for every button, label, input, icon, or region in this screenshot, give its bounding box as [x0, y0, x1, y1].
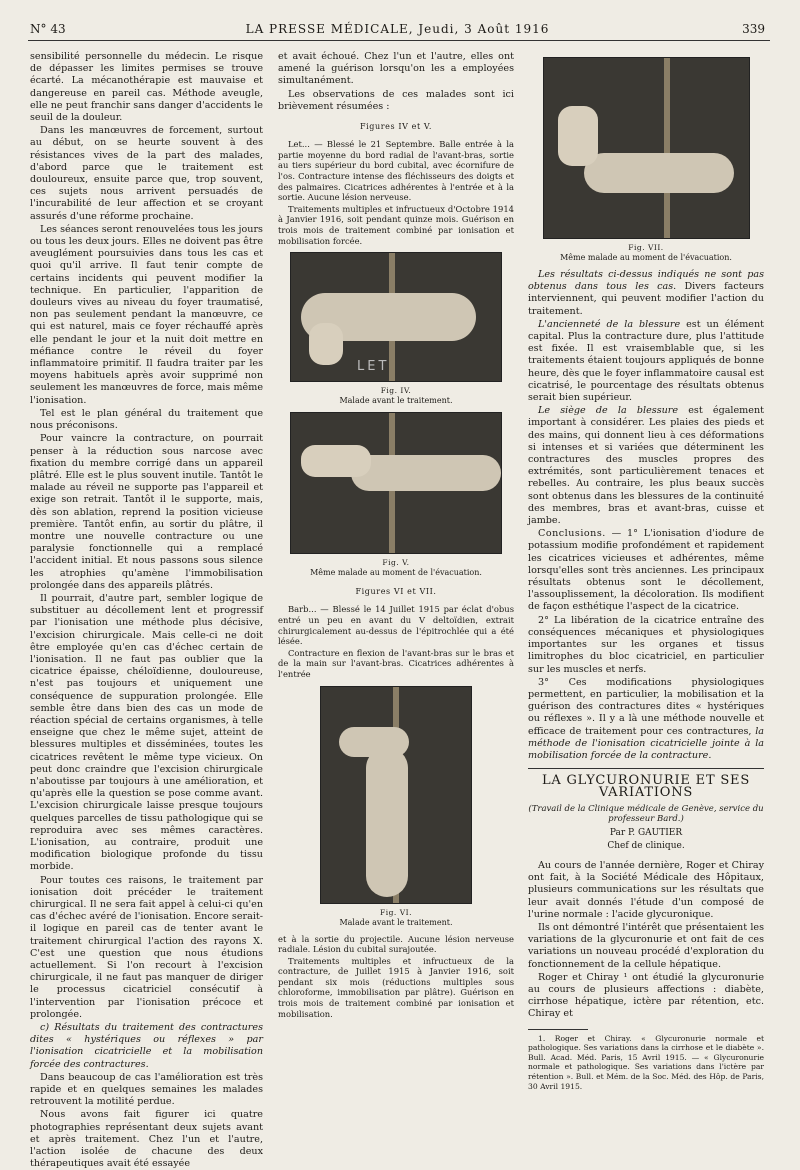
- figure-caption: [278, 908, 514, 928]
- column-3: [528, 51, 764, 1091]
- paragraph: Au cours de l'année dernière, Roger et Chiray ont fait, à la Société Médicale des Hôpitaux, plusieurs communications sur les résultats que leur avait donnés l'étude d'un composé de l'urine normale : l'acide glycuronique.: [528, 859, 764, 920]
- section-heading: c) Résultats du traitement des contractures dites « hystériques ou réflexes » par l'ionisation cicatricielle et la mobilisation forcée des contractures.: [30, 1022, 263, 1070]
- figure-number: Fig. VII.: [628, 243, 664, 252]
- column-1: [30, 51, 263, 1170]
- author-role: Chef de clinique.: [607, 840, 685, 851]
- text: 3° Ces modifications physiologiques permettent, en particulier, la mobilisation et la guérison des contractures dites « hystériques ou réflexes ». Il y a là une méthode nouvelle et efficace de traitement pour ces contractures,: [528, 676, 764, 737]
- observation: Traitements multiples et infructueux de la contracture, de Juillet 1915 à Janvier 1916, soit pendant six mois (réductions multiples sous chloroforme, immobilisation par plâtre). Guérison en trois mois de traitement combiné par ionisation et mobilisation.: [278, 955, 514, 1019]
- caption-text: Malade avant le traitement.: [339, 396, 453, 406]
- observation: Barb... — Blessé le 14 Juillet 1915 par éclat d'obus entré un peu en avant du V deltoïdien, extrait chirurgicalement au-dessus de l'épitrochlée qui a été lésée.: [278, 604, 514, 647]
- article-author: Par P. GAUTIER: [609, 827, 683, 838]
- figure-number: Fig. V.: [382, 558, 410, 568]
- caption-text: Même malade au moment de l'évacuation.: [560, 253, 732, 262]
- conclusions-label: Conclusions.: [538, 528, 606, 540]
- paragraph: Dans les manœuvres de forcement, surtout au début, on se heurte souvent à des résistances vives de la part des malades, d'abord parce que le traitement est douloureux, ensuite parce que, trop souvent, ces sujets nous arrivent persuadés de l'incurabilité de leur affection et se croyant assurés d'une réforme prochaine.: [30, 125, 263, 222]
- page-header: [30, 22, 765, 38]
- text: est un élément capital. Plus la contracture dure, plus l'attitude est fixée. Il est vraisemblable que, si les traitements étaient toujours appliqués de bonne heure, dès que le foyer inflammatoire causal est cicatrisé, le pourcentage des résultats obtenus serait bien supérieur.: [528, 318, 764, 404]
- forearm: [339, 727, 409, 757]
- paragraph: Nous avons fait figurer ici quatre photographies représentant deux sujets avant et après traitement. Chez l'un et l'autre, l'action isolée de chacune des deux thérapeutiques avait été essayée: [30, 1109, 263, 1170]
- column-2: [278, 51, 514, 1081]
- journal-title: LA PRESSE MÉDICALE, Jeudi, 3 Août 1916: [245, 22, 550, 36]
- upper-arm: [366, 747, 408, 897]
- label-plate: LET: [357, 359, 390, 375]
- observation: Traitements multiples et infructueux d'Octobre 1914 à Janvier 1916, soit pendant quinze mois. Guérison en trois mois de traitement combiné par ionisation et mobilisation forcée.: [278, 203, 514, 246]
- text: Divers facteurs interviennent, qui peuvent modifier l'action du traitement.: [528, 281, 764, 317]
- figure-number: Fig. VI.: [380, 907, 412, 917]
- article-title: LA GLYCURONURIE ET SES VARIATIONS: [541, 773, 751, 801]
- italic-text: Le siège de la blessure: [538, 405, 679, 417]
- page-number: 339: [742, 22, 765, 36]
- paragraph: [528, 269, 764, 318]
- paragraph: Ils ont démontré l'intérêt que présentaient les variations de la glycuronurie et ont fait de ces variations un nouveau procédé d'exploration du fonctionnement de la cellule hépatique.: [528, 921, 764, 970]
- italic-text: L'ancienneté de la blessure: [538, 318, 681, 330]
- text: — 1° L'ionisation d'iodure de potassium modifie profondément et rapidement les cicatrices vicieuses et adhérentes, même lorsqu'elles sont très anciennes. Les principaux résultats obtenus sont le décollement, l'assouplissement, la décoloration. Ils modifient de façon esthétique l'aspect de la cicatrice.: [528, 528, 764, 613]
- article-divider: [528, 768, 764, 769]
- caption-text: Même malade au moment de l'évacuation.: [310, 568, 482, 578]
- footnote: 1. Roger et Chiray. « Glycuronurie normale et pathologique. Ses variations dans la cirrhose et le diabète ». Bull. Acad. Méd. Paris, 15 Avril 1915. — « Glycuronurie normale et pathologique. Ses variations dans l'ictère par rétention ». Bull. et Mém. de la Soc. Méd. des Hôp. de Paris, 30 Avril 1915.: [528, 1033, 764, 1091]
- paragraph: Pour toutes ces raisons, le traitement par ionisation doit précéder le traitement chirurgical. Il ne sera fait appel à celui-ci qu'en cas d'échec avéré de l'ionisation. Encore serait-il logique en pareil cas de tenter avant le traitement chirurgical l'action des rayons X. C'est une question que nous étudions actuellement. Si l'on recourt à l'excision chirurgicale, il ne faut pas manquer de diriger le processus cicatriciel consécutif à l'intervention par l'ionisation précoce et prolongée.: [30, 874, 263, 1020]
- paragraph: Tel est le plan général du traitement que nous préconisons.: [30, 407, 263, 432]
- italic-text: Les résultats ci-dessus indiqués ne sont pas obtenus dans tous les cas.: [528, 269, 764, 293]
- observation: et à la sortie du projectile. Aucune lésion nerveuse radiale. Lésion du cubital surajoutée.: [278, 933, 514, 955]
- header-rule: [28, 40, 770, 41]
- issue-number: N° 43: [30, 22, 66, 36]
- paragraph: [528, 677, 764, 762]
- figure-caption: [278, 558, 514, 578]
- paragraph: Pour vaincre la contracture, on pourrait penser à la réduction sous narcose avec fixation du membre corrigé dans un appareil plâtré. Elle est le plus souvent inutile. Tantôt le malade au réveil ne supporte pas l'appareil et exige son retrait. Tantôt il le supporte, mais, dès son ablation, reprend la position vicieuse première. Tantôt enfin, au sortir du plâtre, il montre une nouvelle contracture ou une paralysie fonctionnelle qui a remplacé l'accident initial. Et nous passons sous silence les atrophies qu'amène l'immobilisation prolongée dans des appareils plâtrés.: [30, 433, 263, 591]
- paragraph: [528, 319, 764, 404]
- measuring-rod: [664, 58, 670, 238]
- hand: [309, 323, 343, 365]
- caption-text: Malade avant le traitement.: [339, 917, 453, 927]
- figure-5-photo: [290, 412, 502, 554]
- figure-4-photo: [290, 252, 502, 382]
- text: est également important à considérer. Les plaies des pieds et des mains, qui donnent lieu à ces déformations si intenses et si variées que déterminent les contractures des muscles propres des extrémités, sont particulièrement tenaces et rebelles. Au contraire, les plus beaux succès sont obtenus dans les blessures de la continuité des membres, bras et avant-bras, cuisse et jambe.: [528, 405, 764, 527]
- footnote-rule: [528, 1029, 588, 1030]
- figure-number: Fig. IV.: [380, 386, 412, 396]
- paragraph: Dans beaucoup de cas l'amélioration est très rapide et en quelques semaines les malades retrouvent la motilité perdue.: [30, 1071, 263, 1108]
- paragraph: sensibilité personnelle du médecin. Le risque de dépasser les limites permises se trouve écarté. La mécanothérapie est mauvaise et dangereuse en pareil cas. Méthode aveugle, elle ne peut franchir sans danger d'accidents le seuil de la douleur.: [30, 51, 263, 124]
- figure-6-photo: [320, 686, 472, 904]
- figure-heading: Figures VI et VII.: [355, 587, 437, 597]
- figure-caption: [278, 386, 514, 406]
- paragraph: Roger et Chiray ¹ ont étudié la glycuronurie au cours de plusieurs affections : diabète, cirrhose hépatique, ictère par rétention, etc. Chiray et: [528, 971, 764, 1020]
- article-subtitle: (Travail de la Clinique médicale de Genève, service du professeur Bard.): [528, 803, 764, 824]
- paragraph: Il pourrait, d'autre part, sembler logique de substituer au décollement lent et progressif par l'ionisation une méthode plus décisive, l'excision chirurgicale. Mais celle-ci ne doit être employée qu'en cas d'échec certain de l'ionisation. Il ne faut pas oublier que la cicatrice épaisse, chéloïdienne, douloureuse, n'est pas toujours et uniquement une conséquence de suppuration prolongée. Elle semble être dans bien des cas un mode de réaction spécial de certains organismes, à telle enseigne que chez le même sujet, atteint de blessures multiples et disséminées, toutes les cicatrices revêtent le même type vicieux. On peut donc craindre que l'excision chirurgicale n'aboutisse par toujours à une amélioration, et qu'après elle la question se pose comme avant. L'excision chirurgicale laisse presque toujours quelques parcelles de tissu pathologique qui se reproduira avec ses mêmes caractères. L'ionisation, au contraire, produit une modification biologique profonde du tissu morbide.: [30, 592, 263, 873]
- observation: Let... — Blessé le 21 Septembre. Balle entrée à la partie moyenne du bord radial de l'avant-bras, sortie au tiers supérieur du bord cubital, avec écornifure de l'os. Contracture intense des fléchisseurs des doigts et des palmaires. Cicatrices adhérentes à l'entrée et à la sortie. Aucune lésion nerveuse.: [278, 139, 514, 203]
- observation: Contracture en flexion de l'avant-bras sur le bras et de la main sur l'avant-bras. Cicatrices adhérentes à l'entrée: [278, 647, 514, 679]
- paragraph: et avait échoué. Chez l'un et l'autre, elles ont amené la guérison lorsqu'on les a employées simultanément.: [278, 51, 514, 87]
- figure-caption: [528, 243, 764, 263]
- paragraph: [528, 528, 764, 613]
- italic-text: la méthode de l'ionisation cicatricielle jointe à la mobilisation forcée de la contracture.: [528, 725, 764, 761]
- figure-7-photo: [543, 57, 750, 239]
- hand: [558, 106, 598, 166]
- figure-heading: Figures IV et V.: [359, 122, 433, 132]
- paragraph: [528, 405, 764, 527]
- paragraph: Les séances seront renouvelées tous les jours ou tous les deux jours. Elles ne doivent pas être aveuglément poursuivies dans tous les cas et quoi qu'il arrive. Il faut tenir compte de certains incidents qui peuvent modifier la technique. En particulier, l'apparition de douleurs vives au niveau du foyer traumatisé, non pas seulement pendant la manœuvre, ce qui est naturel, mais ce foyer réchauffé après elle pendant le jour et la nuit doit mettre en méfiance contre le réveil du foyer inflammatoire primitif. Il faudra traiter par les moyens habituels après avoir supprimé non seulement les manœuvres de force, mais même l'ionisation.: [30, 223, 263, 406]
- hand: [301, 445, 371, 477]
- paragraph: Les observations de ces malades sont ici brièvement résumées :: [278, 88, 514, 112]
- paragraph: 2° La libération de la cicatrice entraîne des conséquences mécaniques et physiologiques importantes sur les organes et tissus limitrophes du bloc cicatriciel, en particulier sur les muscles et nerfs.: [528, 614, 764, 675]
- arm: [584, 153, 734, 193]
- forearm: [351, 455, 501, 491]
